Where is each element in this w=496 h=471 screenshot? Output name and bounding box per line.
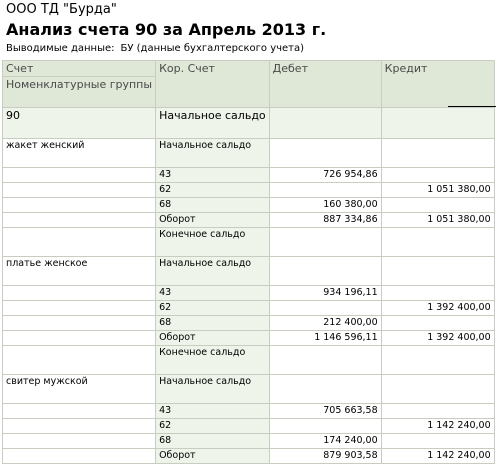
account-opening-credit	[381, 108, 494, 139]
turnover-debit: 1 146 596,11	[269, 331, 381, 346]
display-data-line	[6, 43, 304, 54]
table-row	[3, 286, 495, 301]
opening-credit	[381, 139, 494, 168]
account-number: 90	[3, 108, 156, 139]
credit-value	[381, 286, 494, 301]
turnover-label: Оборот	[156, 449, 270, 464]
turnover-credit: 1 142 240,00	[381, 449, 494, 464]
empty-cell	[3, 183, 156, 198]
header-debit: Дебет	[269, 61, 381, 108]
corr-account: 68	[156, 198, 270, 213]
empty-cell	[3, 419, 156, 434]
empty-cell	[3, 404, 156, 419]
debit-value: 726 954,86	[269, 168, 381, 183]
empty-cell	[3, 449, 156, 464]
closing-debit	[269, 228, 381, 257]
report-title: Анализ счета 90 за Апрель 2013 г.	[6, 20, 327, 39]
empty-cell	[3, 168, 156, 183]
credit-value: 1 051 380,00	[381, 183, 494, 198]
corr-account: 43	[156, 286, 270, 301]
empty-cell	[3, 434, 156, 449]
opening-balance-label: Начальное сальдо	[156, 139, 270, 168]
turnover-debit: 879 903,58	[269, 449, 381, 464]
credit-value: 1 392 400,00	[381, 301, 494, 316]
corr-account: 62	[156, 183, 270, 198]
display-data-label: Выводимые данные:	[6, 43, 115, 54]
closing-credit	[381, 228, 494, 257]
credit-value	[381, 198, 494, 213]
closing-balance-row	[3, 228, 495, 257]
closing-debit	[269, 346, 381, 375]
opening-balance-label: Начальное сальдо	[156, 257, 270, 286]
debit-value: 174 240,00	[269, 434, 381, 449]
table-row	[3, 316, 495, 331]
empty-cell	[3, 213, 156, 228]
turnover-label: Оборот	[156, 331, 270, 346]
credit-value	[381, 168, 494, 183]
divider-line	[448, 106, 496, 107]
display-data-value: БУ (данные бухгалтерского учета)	[120, 43, 305, 54]
closing-credit	[381, 346, 494, 375]
report-table	[2, 60, 495, 464]
corr-account: 62	[156, 419, 270, 434]
corr-account: 62	[156, 301, 270, 316]
debit-value	[269, 419, 381, 434]
opening-debit	[269, 257, 381, 286]
header-account: Счет	[3, 61, 156, 77]
turnover-row	[3, 331, 495, 346]
credit-value	[381, 316, 494, 331]
organization-name: ООО ТД "Бурда"	[6, 2, 117, 17]
empty-cell	[3, 198, 156, 213]
group-header-row	[3, 139, 495, 168]
credit-value: 1 142 240,00	[381, 419, 494, 434]
closing-balance-label: Конечное сальдо	[156, 228, 270, 257]
turnover-debit: 887 334,86	[269, 213, 381, 228]
corr-account: 68	[156, 316, 270, 331]
opening-balance-label: Начальное сальдо	[156, 375, 270, 404]
nomenclature-group-name: свитер мужской	[3, 375, 156, 404]
debit-value	[269, 301, 381, 316]
turnover-label: Оборот	[156, 213, 270, 228]
corr-account: 43	[156, 168, 270, 183]
empty-cell	[3, 331, 156, 346]
empty-cell	[3, 346, 156, 375]
table-row	[3, 198, 495, 213]
empty-cell	[3, 316, 156, 331]
debit-value: 705 663,58	[269, 404, 381, 419]
debit-value: 212 400,00	[269, 316, 381, 331]
closing-balance-row	[3, 346, 495, 375]
opening-credit	[381, 375, 494, 404]
nomenclature-group-name: жакет женский	[3, 139, 156, 168]
empty-cell	[3, 301, 156, 316]
credit-value	[381, 434, 494, 449]
turnover-credit: 1 392 400,00	[381, 331, 494, 346]
turnover-row	[3, 449, 495, 464]
account-opening-balance: Начальное сальдо	[156, 108, 270, 139]
table-row	[3, 168, 495, 183]
account-opening-debit	[269, 108, 381, 139]
opening-debit	[269, 139, 381, 168]
credit-value	[381, 404, 494, 419]
empty-cell	[3, 286, 156, 301]
debit-value: 160 380,00	[269, 198, 381, 213]
table-row	[3, 434, 495, 449]
debit-value: 934 196,11	[269, 286, 381, 301]
corr-account: 43	[156, 404, 270, 419]
table-row	[3, 301, 495, 316]
table-row	[3, 183, 495, 198]
corr-account: 68	[156, 434, 270, 449]
header-credit: Кредит	[381, 61, 494, 108]
opening-credit	[381, 257, 494, 286]
empty-cell	[3, 228, 156, 257]
turnover-row	[3, 213, 495, 228]
header-nomenclature-groups: Номенклатурные группы	[3, 77, 156, 108]
nomenclature-group-name: платье женское	[3, 257, 156, 286]
debit-value	[269, 183, 381, 198]
group-header-row	[3, 257, 495, 286]
table-row	[3, 404, 495, 419]
group-header-row	[3, 375, 495, 404]
opening-debit	[269, 375, 381, 404]
closing-balance-label: Конечное сальдо	[156, 346, 270, 375]
table-row	[3, 419, 495, 434]
turnover-credit: 1 051 380,00	[381, 213, 494, 228]
header-corr-account: Кор. Счет	[156, 61, 270, 108]
